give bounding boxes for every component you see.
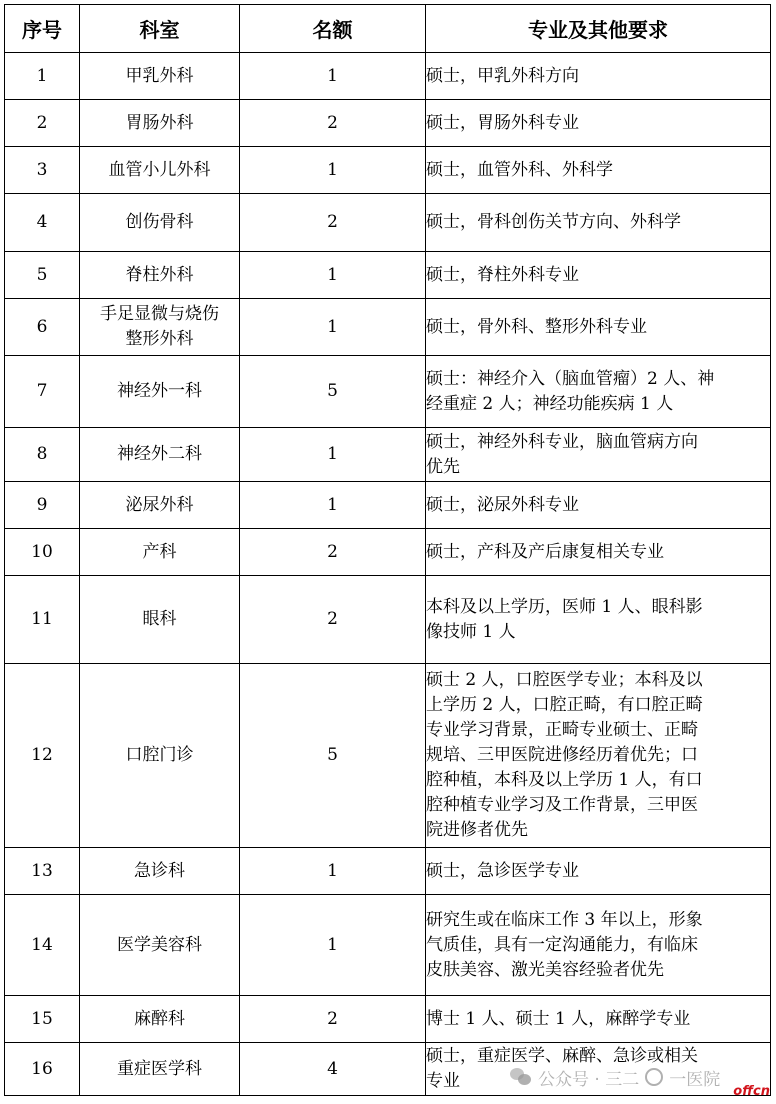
department-line: 产科: [142, 541, 177, 562]
table-row: [5, 848, 771, 895]
cell-quota: 1: [240, 895, 426, 996]
cell-quota: 1: [240, 147, 426, 194]
department-line: 甲乳外科: [125, 65, 194, 86]
cell-no: 3: [5, 147, 80, 194]
cell-requirements: [426, 428, 771, 482]
department-line: 神经外二科: [117, 444, 202, 464]
cell-requirements: [426, 996, 771, 1043]
cell-department: [80, 576, 240, 664]
cell-no: 1: [5, 53, 80, 100]
requirement-line: 硕士，骨科创伤关节方向、外科学: [426, 212, 681, 232]
header-quota: 名额: [240, 5, 426, 53]
cell-no: 12: [5, 664, 80, 848]
cell-department: [80, 482, 240, 529]
cell-no: 7: [5, 356, 80, 428]
requirement-line: 优先: [426, 456, 460, 477]
cell-quota: 4: [240, 1043, 426, 1096]
cell-requirements: [426, 529, 771, 576]
requirement-line: 专业学习背景，正畸专业硕士、正畸: [426, 720, 698, 740]
table-row: [5, 576, 771, 664]
cell-no: 16: [5, 1043, 80, 1096]
table-row: [5, 996, 771, 1043]
requirement-line: 硕士 2 人，口腔医学专业；本科及以: [426, 670, 703, 690]
department-line: 医学美容科: [117, 934, 202, 955]
cell-requirements: [426, 147, 771, 194]
requirement-line: 腔种植，本科及以上学历 1 人，有口: [426, 770, 703, 790]
table-row: [5, 194, 771, 252]
cell-quota: 2: [240, 996, 426, 1043]
requirement-line: 像技师 1 人: [426, 621, 516, 642]
department-line: 神经外一科: [117, 381, 202, 401]
requirement-line: 硕士，产科及产后康复相关专业: [426, 541, 664, 562]
cell-quota: 1: [240, 53, 426, 100]
cell-department: [80, 996, 240, 1043]
cell-department: [80, 428, 240, 482]
table-row: [5, 147, 771, 194]
header-no: 序号: [5, 5, 80, 53]
table-header-row: [5, 5, 771, 53]
requirement-line: 硕士，胃肠外科专业: [426, 112, 579, 133]
cell-requirements: [426, 664, 771, 848]
requirement-line: 气质佳，具有一定沟通能力，有临床: [426, 934, 698, 955]
header-requirements: 专业及其他要求: [426, 5, 771, 53]
table-row: [5, 356, 771, 428]
requirement-line: 腔种植专业学习及工作背景，三甲医: [426, 795, 698, 815]
department-line: 眼科: [142, 609, 177, 629]
requirement-line: 规培、三甲医院进修经历着优先；口: [426, 745, 698, 765]
table-body: [5, 53, 771, 1096]
requirement-line: 硕士，急诊医学专业: [426, 860, 579, 881]
cell-department: [80, 100, 240, 147]
cell-quota: 5: [240, 356, 426, 428]
department-line: 脊柱外科: [125, 264, 194, 285]
cell-quota: 1: [240, 848, 426, 895]
table-row: [5, 664, 771, 848]
requirement-line: 硕士：神经介入（脑血管瘤）2 人、神: [426, 368, 715, 389]
department-line: 口腔门诊: [125, 745, 194, 765]
department-line: 手足显微与烧伤: [100, 304, 219, 324]
cell-quota: 2: [240, 194, 426, 252]
table-row: [5, 53, 771, 100]
table-row: [5, 299, 771, 356]
requirement-line: 经重症 2 人；神经功能疾病 1 人: [426, 393, 674, 414]
cell-department: [80, 147, 240, 194]
cell-requirements: [426, 299, 771, 356]
cell-quota: 1: [240, 482, 426, 529]
department-line: 整形外科: [125, 329, 194, 349]
cell-quota: 2: [240, 100, 426, 147]
cell-no: 2: [5, 100, 80, 147]
cell-no: 5: [5, 252, 80, 299]
table-row: [5, 100, 771, 147]
requirement-line: 硕士，泌尿外科专业: [426, 494, 579, 515]
department-line: 胃肠外科: [125, 112, 194, 133]
table-row: [5, 482, 771, 529]
cell-quota: 5: [240, 664, 426, 848]
circle-icon: [645, 1068, 663, 1086]
department-line: 麻醉科: [134, 1008, 185, 1029]
cell-department: [80, 53, 240, 100]
cell-no: 8: [5, 428, 80, 482]
cell-department: [80, 529, 240, 576]
cell-requirements: [426, 895, 771, 996]
cell-requirements: [426, 53, 771, 100]
requirement-line: 本科及以上学历，医师 1 人、眼科影: [426, 596, 703, 617]
table-row: [5, 428, 771, 482]
cell-requirements: [426, 576, 771, 664]
cell-department: [80, 252, 240, 299]
cell-no: 13: [5, 848, 80, 895]
cell-no: 6: [5, 299, 80, 356]
department-line: 创伤骨科: [125, 212, 194, 232]
cell-no: 4: [5, 194, 80, 252]
cell-department: [80, 664, 240, 848]
cell-requirements: [426, 356, 771, 428]
cell-quota: 1: [240, 252, 426, 299]
cell-quota: 2: [240, 529, 426, 576]
cell-requirements: [426, 100, 771, 147]
department-line: 急诊科: [134, 860, 185, 881]
cell-no: 9: [5, 482, 80, 529]
cell-department: [80, 1043, 240, 1096]
cell-quota: 2: [240, 576, 426, 664]
requirement-line: 上学历 2 人，口腔正畸，有口腔正畸: [426, 695, 703, 715]
requirement-line: 硕士，重症医学、麻醉、急诊或相关: [426, 1046, 698, 1066]
cell-department: [80, 895, 240, 996]
table-row: [5, 895, 771, 996]
requirement-line: 博士 1 人、硕士 1 人，麻醉学专业: [426, 1008, 691, 1029]
cell-department: [80, 194, 240, 252]
cell-department: [80, 356, 240, 428]
requirement-line: 院进修者优先: [426, 820, 528, 840]
watermark: [510, 1064, 720, 1090]
watermark-text-prefix: 公众号 · 三二: [538, 1069, 640, 1090]
cell-requirements: [426, 194, 771, 252]
requirement-line: 皮肤美容、激光美容经验者优先: [426, 959, 664, 980]
requirement-line: 硕士，血管外科、外科学: [426, 159, 613, 180]
brand-mark: offcn: [733, 1084, 770, 1099]
cell-department: [80, 848, 240, 895]
cell-no: 11: [5, 576, 80, 664]
requirement-line: 研究生或在临床工作 3 年以上，形象: [426, 909, 703, 930]
wechat-icon: [510, 1068, 532, 1086]
requirement-line: 硕士，脊柱外科专业: [426, 264, 579, 285]
recruitment-table: [4, 4, 771, 1096]
requirement-line: 专业: [426, 1071, 460, 1091]
cell-no: 15: [5, 996, 80, 1043]
department-line: 泌尿外科: [125, 494, 194, 515]
department-line: 血管小儿外科: [108, 159, 211, 180]
requirement-line: 硕士，神经外科专业，脑血管病方向: [426, 431, 698, 452]
requirement-line: 硕士，甲乳外科方向: [426, 65, 579, 86]
cell-no: 14: [5, 895, 80, 996]
cell-department: [80, 299, 240, 356]
cell-no: 10: [5, 529, 80, 576]
cell-requirements: [426, 482, 771, 529]
cell-quota: 1: [240, 299, 426, 356]
cell-requirements: [426, 848, 771, 895]
header-department: 科室: [80, 5, 240, 53]
watermark-text-suffix: 一医院: [669, 1069, 721, 1090]
requirement-line: 硕士，骨外科、整形外科专业: [426, 316, 647, 337]
cell-quota: 1: [240, 428, 426, 482]
cell-requirements: [426, 252, 771, 299]
department-line: 重症医学科: [117, 1058, 202, 1079]
table-row: [5, 529, 771, 576]
table-row: [5, 252, 771, 299]
